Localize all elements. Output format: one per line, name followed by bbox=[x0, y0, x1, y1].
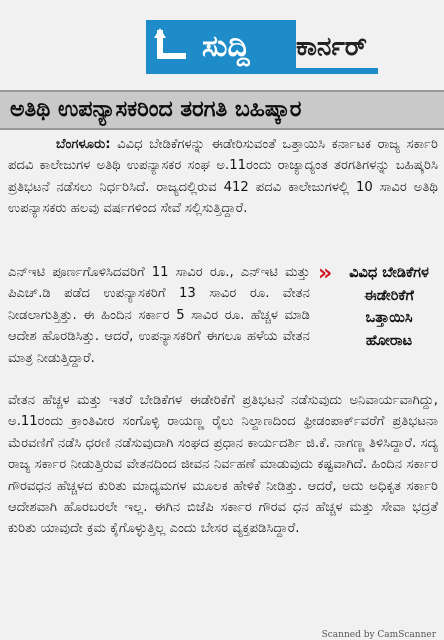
paragraph-2-text: ಎನ್‌ಇಟಿ ಪೂರ್ಣಗೊಳಿಸಿದವರಿಗೆ 11 ಸಾವಿರ ರೂ., ಎನ್‌ಇಟಿ ಮತ್ತು ಪಿಎಚ್.ಡಿ ಪಡೆದ ಉಪನ್ಯಾಸಕರಿಗೆ 13 ಸಾವಿರ ರೂ. ವೇತನ ನೀಡಲಾಗುತ್ತಿತ್ತು. ಈ ಹಿಂದಿನ ಸರ್ಕಾರ 5 ಸಾವಿರ ರೂ. ಹೆಚ್ಚಳ ಮಾಡಿ ಆದೇಶ ಹೊರಡಿಸಿತ್ತು. ಆದರೆ, ಉಪನ್ಯಾಸಕರಿಗೆ ಈಗಲೂ ಹಳೆಯ ವೇತನ ಮಾತ್ರ ನೀಡುತ್ತಿದ್ದಾರೆ. bbox=[8, 265, 310, 366]
pull-quote bbox=[318, 262, 438, 380]
headline-bar bbox=[0, 90, 444, 130]
headline: ಅತಿಥಿ ಉಪನ್ಯಾಸಕರಿಂದ ತರಗತಿ ಬಹಿಷ್ಕಾರ bbox=[10, 97, 302, 122]
dateline: ಬೆಂಗಳೂರು: bbox=[56, 137, 111, 152]
article-paragraph-2 bbox=[8, 262, 310, 369]
logo-left-text: ಸುದ್ದಿ bbox=[200, 20, 296, 74]
scanner-footer: Scanned by CamScanner bbox=[321, 630, 436, 640]
paragraph-3-text: ವೇತನ ಹೆಚ್ಚಳ ಮತ್ತು ಇತರೆ ಬೇಡಿಕೆಗಳ ಈಡೇರಿಕೆಗೆ ಪ್ರತಿಭಟನೆ ನಡೆಸುವುದು ಅನಿವಾರ್ಯವಾಗಿದ್ದು, ಅ.11ರಂದು ಕ್ರಾಂತಿವೀರ ಸಂಗೊಳ್ಳಿ ರಾಯಣ್ಣ ರೈಲು ನಿಲ್ದಾಣದಿಂದ ಫ್ರೀಡಂಪಾರ್ಕ್‌ವರೆಗೆ ಪ್ರತಿಭಟನಾ ಮೆರವಣಿಗೆ ನಡೆಸಿ ಧರಣಿ ನಡೆಸುವುದಾಗಿ ಸಂಘದ ಪ್ರಧಾನ ಕಾರ್ಯದರ್ಶಿ ಜಿ.ಕೆ. ನಾಗಣ್ಣ ತಿಳಿಸಿದ್ದಾರೆ. ಸದ್ಯ ರಾಜ್ಯ ಸರ್ಕಾರ ನೀಡುತ್ತಿರುವ ವೇತನದಿಂದ ಜೀವನ ನಿರ್ವಹಣೆ ಮಾಡುವುದು ಕಷ್ಟವಾಗಿದೆ. ಹಿಂದಿನ ಸರ್ಕಾರ ಗೌರವಧನ ಹೆಚ್ಚಳದ ಕುರಿತು ಮಾಧ್ಯಮಗಳ ಮೂಲಕ ಹೇಳಿಕೆ ನೀಡಿತ್ತು. ಆದರೆ, ಅದು ಅಧಿಕೃತ ಸರ್ಕಾರಿ ಆದೇಶವಾಗಿ ಹೊರಬರಲೇ ಇಲ್ಲ. ಈಗಿನ ಬಿಜೆಪಿ ಸರ್ಕಾರ ಗೌರವ ಧನ ಹೆಚ್ಚಳ ಮತ್ತು ಸೇವಾ ಭದ್ರತೆ ಕುರಿತು ಯಾವುದೇ ಕ್ರಮ ಕೈಗೊಳ್ಳುತ್ತಿಲ್ಲ ಎಂದು ಬೇಸರ ವ್ಯಕ್ತಪಡಿಸಿದ್ದಾರೆ. bbox=[8, 393, 438, 537]
arrow-corner-icon bbox=[146, 20, 200, 74]
article-paragraph-1 bbox=[8, 134, 438, 220]
pull-quote-text: ವಿವಿಧ ಬೇಡಿಕೆಗಳ ಈಡೇರಿಕೆಗೆ ಒತ್ತಾಯಿಸಿ ಹೋರಾಟ bbox=[349, 265, 429, 349]
logo bbox=[146, 20, 378, 74]
quote-mark-icon: » bbox=[318, 261, 333, 286]
paragraph-1-text: ವಿವಿಧ ಬೇಡಿಕೆಗಳನ್ನು ಈಡೇರಿಸುವಂತೆ ಒತ್ತಾಯಿಸಿ ಕರ್ನಾಟಕ ರಾಜ್ಯ ಸರ್ಕಾರಿ ಪದವಿ ಕಾಲೇಜುಗಳ ಅತಿಥಿ ಉಪನ್ಯಾಸಕರ ಸಂಘ ಅ.11ರಂದು ರಾಜ್ಯಾದ್ಯಂತ ತರಗತಿಗಳನ್ನು ಬಹಿಷ್ಕರಿಸಿ ಪ್ರತಿಭಟನೆ ನಡೆಸಲು ನಿರ್ಧರಿಸಿದೆ. ರಾಜ್ಯದಲ್ಲಿರುವ 412 ಪದವಿ ಕಾಲೇಜುಗಳಲ್ಲಿ 10 ಸಾವಿರ ಅತಿಥಿ ಉಪನ್ಯಾಸಕರು ಹಲವು ವರ್ಷಗಳಿಂದ ಸೇವೆ ಸಲ್ಲಿಸುತ್ತಿದ್ದಾರೆ. bbox=[8, 137, 438, 217]
masthead bbox=[0, 0, 444, 88]
logo-underline bbox=[296, 68, 378, 74]
logo-right-text: ಕಾರ್ನರ್ bbox=[296, 32, 367, 62]
article-paragraph-3 bbox=[8, 390, 438, 540]
